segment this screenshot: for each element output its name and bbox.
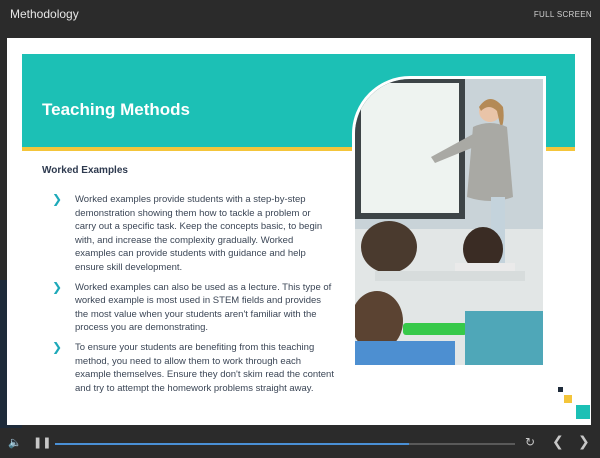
slide-stage bbox=[0, 30, 600, 428]
decor-square-yellow bbox=[564, 395, 572, 403]
student-front-shirt bbox=[355, 341, 455, 365]
window-title: Methodology bbox=[10, 7, 79, 21]
student-back-left bbox=[361, 221, 417, 273]
bullet-list bbox=[52, 193, 334, 401]
replay-icon[interactable]: ↻ bbox=[525, 435, 536, 449]
progress-track[interactable] bbox=[55, 443, 515, 445]
bullet-item bbox=[52, 193, 334, 275]
bullet-item bbox=[52, 341, 334, 395]
section-subheading: Worked Examples bbox=[42, 165, 128, 176]
chevron-right-icon: ❯ bbox=[52, 339, 63, 354]
chevron-right-icon[interactable]: ❯ bbox=[578, 433, 590, 449]
classroom-illustration bbox=[355, 79, 543, 365]
fullscreen-button[interactable]: FULL SCREEN bbox=[533, 10, 592, 19]
slide-heading: Teaching Methods bbox=[42, 100, 190, 119]
progress-fill bbox=[55, 443, 409, 445]
desk bbox=[375, 271, 525, 281]
bullet-text: Worked examples can also be used as a lecture. This type of worked example is most used in STEM fields and provides the most value when your students aren't familiar with the process you are demonstrating. bbox=[75, 281, 332, 334]
decor-square-dark bbox=[558, 387, 563, 392]
classroom-photo bbox=[352, 76, 546, 368]
chair bbox=[465, 311, 543, 365]
top-bar bbox=[0, 0, 600, 30]
bullet-text: To ensure your students are benefiting from this teaching method, you need to allow them to work through each example themselves. Ensure they don't skim read the content and try to attempt the homework problems straight away. bbox=[75, 341, 334, 394]
chevron-left-icon[interactable]: ❮ bbox=[552, 433, 564, 449]
chevron-right-icon: ❯ bbox=[52, 192, 63, 206]
volume-icon[interactable]: 🔈 bbox=[8, 437, 22, 449]
chevron-right-icon: ❯ bbox=[52, 279, 63, 294]
bullet-text: Worked examples provide students with a step-by-step demonstration showing them how to tackle a problem or carry out a specific task. Keep the concepts basic, to begin with, and increase the complexity gradually. Worked examples can provide students with guidance and help ensure skill development. bbox=[75, 194, 323, 273]
whiteboard bbox=[361, 83, 459, 213]
decor-square-teal bbox=[576, 405, 590, 419]
slide bbox=[7, 38, 591, 425]
pause-icon[interactable]: ❚❚ bbox=[33, 437, 52, 449]
bullet-item bbox=[52, 281, 334, 335]
pencil-case bbox=[403, 323, 467, 335]
player-controls bbox=[0, 428, 600, 458]
